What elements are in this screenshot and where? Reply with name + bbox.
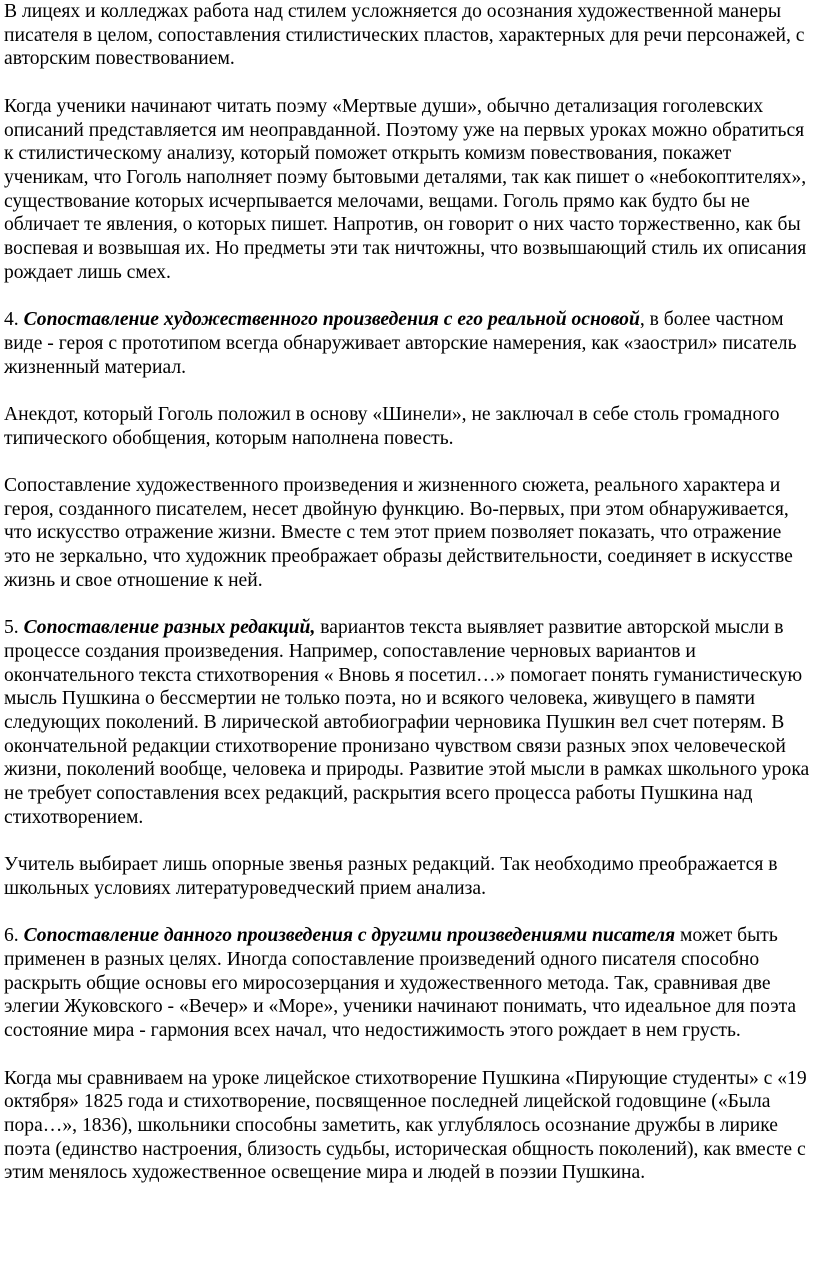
item-number: 5. <box>4 617 24 639</box>
paragraph-dead-souls: Когда ученики начинают читать поэму «Мертвые души», обычно детализация гоголевских описаний представляется им неоправданной. Поэтому уже на первых уроках можно обратиться к стилистическому анализу, который поможет открыть комизм повествования, покажет ученикам, что Гоголь наполняет поэму бытовыми деталями, так как пишет о «небокоптителях», существование которых исчерпывается мелочами, вещами. Гоголь прямо как будто бы не обличает те явления, о которых пишет. Напротив, он говорит о них часто торжественно, как бы воспевая и возвышая их. Но предметы эти так ничтожны, что возвышающий стиль их описания рождает лишь смех. <box>4 95 807 283</box>
item-heading: Сопоставление художественного произведения с его реальной основой <box>23 309 640 331</box>
paragraph-method-4 <box>4 308 812 379</box>
item-body: , в более частном виде - героя с прототипом всегда обнаруживает авторские намерения, как «заострил» писатель жизненный материал. <box>4 309 797 378</box>
item-heading: Сопоставление данного произведения с другими произведениями писателя <box>23 925 676 947</box>
paragraph-teacher-selection: Учитель выбирает лишь опорные звенья разных редакций. Так необходимо преображается в школьных условиях литературоведческий прием анализа. <box>4 854 778 899</box>
paragraph-pushkin-friendship: Когда мы сравниваем на уроке лицейское стихотворение Пушкина «Пирующие студенты» с «19 октября» 1825 года и стихотворение, посвященное последней лицейской годовщине («Была пора…», 1836), школьники способны заметить, как углублялось осознание дружбы в лирике поэта (единство настроения, близость судьбы, историческая общность поколений), как вместе с этим менялось художественное освещение мира и людей в поэзии Пушкина. <box>4 1067 807 1184</box>
paragraph-lyceum-style: В лицеях и колледжах работа над стилем усложняется до осознания художественной манеры писателя в целом, сопоставления стилистических пластов, характерных для речи персонажей, с авторским повествованием. <box>4 1 805 70</box>
item-body: вариантов текста выявляет развитие авторской мысли в процессе создания произведения. Например, сопоставление черновых вариантов и окончательного текста стихотворения « Вновь я посетил…» помогает понять гуманистическую мысль Пушкина о бессмертии не только поэта, но и всякого человека, живущего в памяти следующих поколений. В лирической автобиографии черновика Пушкин вел счет потерям. В окончательной редакции стихотворение пронизано чувством связи разных эпох человеческой жизни, поколений вообще, человека и природы. Развитие этой мысли в рамках школьного урока не требует сопоставления всех редакций, раскрытия всего процесса работы Пушкина над стихотворением. <box>4 617 810 828</box>
item-body: может быть применен в разных целях. Иногда сопоставление произведений одного писателя способно раскрыть общие основы его миросозерцания и художественного метода. Так, сравнивая две элегии Жуковского - «Вечер» и «Море», ученики начинают понимать, что идеальное для поэта состояние мира - гармония всех начал, что недостижимость этого рождает в нем грусть. <box>4 925 797 1042</box>
paragraph-method-6 <box>4 924 812 1043</box>
paragraph-method-5 <box>4 616 812 829</box>
paragraph-shinel-anecdote: Анекдот, который Гоголь положил в основу «Шинели», не заключал в себе столь громадного типического обобщения, которым наполнена повесть. <box>4 403 780 449</box>
item-number: 4. <box>4 309 24 331</box>
item-heading: Сопоставление разных редакций, <box>23 617 316 639</box>
item-number: 6. <box>4 925 24 947</box>
paragraph-life-comparison: Сопоставление художественного произведения и жизненного сюжета, реального характера и героя, созданного писателем, несет двойную функцию. Во-первых, при этом обнаруживается, что искусство отражение жизни. Вместе с тем этот прием позволяет показать, что отражение это не зеркально, что художник преображает образы действительности, соединяет в искусстве жизнь и свое отношение к ней. <box>4 475 793 591</box>
